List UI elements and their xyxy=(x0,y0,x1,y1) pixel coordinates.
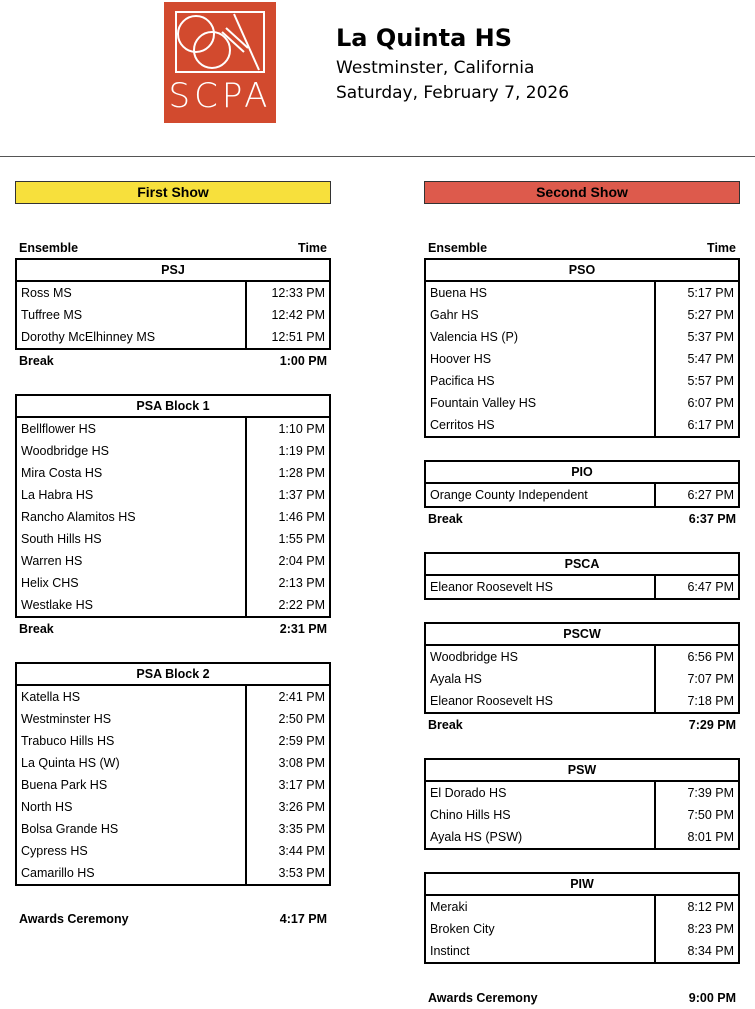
ensemble-name: Westminster HS xyxy=(17,708,247,730)
awards-label: Awards Ceremony xyxy=(428,991,538,1005)
category-name: PSA Block 1 xyxy=(17,396,329,418)
ensemble-name: Ayala HS (PSW) xyxy=(426,826,656,848)
break-time: 2:31 PM xyxy=(279,622,327,636)
table-row xyxy=(426,690,738,712)
performance-time: 8:01 PM xyxy=(687,830,734,844)
table-row xyxy=(17,550,329,572)
awards-time: 9:00 PM xyxy=(688,991,736,1005)
category-name: PSCA xyxy=(426,554,738,576)
performance-time: 1:55 PM xyxy=(278,532,325,546)
table-row xyxy=(17,484,329,506)
performance-time: 7:07 PM xyxy=(687,672,734,686)
ensemble-name: Dorothy McElhinney MS xyxy=(17,326,247,348)
table-row xyxy=(426,392,738,414)
performance-time: 1:37 PM xyxy=(278,488,325,502)
time-label: Time xyxy=(707,241,736,255)
table-row xyxy=(426,370,738,392)
time-label: Time xyxy=(298,241,327,255)
break-label: Break xyxy=(428,718,463,732)
ensemble-name: Trabuco Hills HS xyxy=(17,730,247,752)
performance-time: 6:56 PM xyxy=(687,650,734,664)
table-row xyxy=(17,796,329,818)
ensemble-name: Valencia HS (P) xyxy=(426,326,656,348)
performance-time: 1:10 PM xyxy=(278,422,325,436)
table-row xyxy=(17,462,329,484)
category-name: PIO xyxy=(426,462,738,484)
table-row xyxy=(426,348,738,370)
table-row xyxy=(426,782,738,804)
table-row xyxy=(426,940,738,962)
table-row xyxy=(17,440,329,462)
break-label: Break xyxy=(428,512,463,526)
category-name: PIW xyxy=(426,874,738,896)
performance-time: 2:04 PM xyxy=(278,554,325,568)
ensemble-name: Ross MS xyxy=(17,282,247,304)
column-headers xyxy=(15,237,331,259)
performance-time: 3:08 PM xyxy=(278,756,325,770)
performance-time: 7:18 PM xyxy=(687,694,734,708)
performance-time: 5:47 PM xyxy=(687,352,734,366)
ensemble-name: Helix CHS xyxy=(17,572,247,594)
table-row xyxy=(17,304,329,326)
table-row xyxy=(17,708,329,730)
performance-time: 12:51 PM xyxy=(271,330,325,344)
ensemble-name: Meraki xyxy=(426,896,656,918)
table-row xyxy=(17,594,329,616)
scpa-logo xyxy=(164,2,276,123)
break-row xyxy=(15,618,331,640)
ensemble-name: Eleanor Roosevelt HS xyxy=(426,576,656,598)
category-name: PSA Block 2 xyxy=(17,664,329,686)
performance-time: 5:27 PM xyxy=(687,308,734,322)
awards-row xyxy=(424,987,740,1009)
ensemble-name: Mira Costa HS xyxy=(17,462,247,484)
table-row xyxy=(426,484,738,506)
break-label: Break xyxy=(19,354,54,368)
awards-label: Awards Ceremony xyxy=(19,912,129,926)
category-table xyxy=(424,258,740,438)
ensemble-name: Cerritos HS xyxy=(426,414,656,436)
ensemble-name: Tuffree MS xyxy=(17,304,247,326)
table-row xyxy=(17,818,329,840)
ensemble-name: Warren HS xyxy=(17,550,247,572)
table-row xyxy=(17,686,329,708)
table-row xyxy=(17,282,329,304)
performance-time: 5:37 PM xyxy=(687,330,734,344)
category-table xyxy=(15,394,331,618)
ensemble-name: La Quinta HS (W) xyxy=(17,752,247,774)
table-row xyxy=(426,304,738,326)
ensemble-label: Ensemble xyxy=(19,241,79,255)
ensemble-name: Eleanor Roosevelt HS xyxy=(426,690,656,712)
table-row xyxy=(426,326,738,348)
performance-time: 2:41 PM xyxy=(278,690,325,704)
ensemble-name: Gahr HS xyxy=(426,304,656,326)
column-headers xyxy=(424,237,740,259)
table-row xyxy=(426,826,738,848)
table-row xyxy=(426,414,738,436)
ensemble-name: Katella HS xyxy=(17,686,247,708)
table-row xyxy=(17,752,329,774)
performance-time: 7:50 PM xyxy=(687,808,734,822)
break-row xyxy=(15,350,331,372)
ensemble-name: El Dorado HS xyxy=(426,782,656,804)
category-name: PSCW xyxy=(426,624,738,646)
ensemble-name: Woodbridge HS xyxy=(17,440,247,462)
ensemble-name: Hoover HS xyxy=(426,348,656,370)
ensemble-name: La Habra HS xyxy=(17,484,247,506)
divider xyxy=(0,156,755,157)
performance-time: 3:35 PM xyxy=(278,822,325,836)
category-table xyxy=(15,662,331,886)
performance-time: 8:12 PM xyxy=(687,900,734,914)
table-row xyxy=(426,668,738,690)
ensemble-name: South Hills HS xyxy=(17,528,247,550)
table-row xyxy=(17,572,329,594)
awards-time: 4:17 PM xyxy=(279,912,327,926)
logo-text: SCPA xyxy=(168,76,272,116)
table-row xyxy=(17,528,329,550)
performance-time: 7:39 PM xyxy=(687,786,734,800)
performance-time: 12:42 PM xyxy=(271,308,325,322)
ensemble-name: Bolsa Grande HS xyxy=(17,818,247,840)
table-row xyxy=(17,418,329,440)
performance-time: 6:07 PM xyxy=(687,396,734,410)
ensemble-name: Chino Hills HS xyxy=(426,804,656,826)
performance-time: 12:33 PM xyxy=(271,286,325,300)
table-row xyxy=(17,326,329,348)
performance-time: 5:57 PM xyxy=(687,374,734,388)
ensemble-name: Buena Park HS xyxy=(17,774,247,796)
break-row xyxy=(424,508,740,530)
ensemble-label: Ensemble xyxy=(428,241,488,255)
category-table xyxy=(15,258,331,350)
performance-time: 8:23 PM xyxy=(687,922,734,936)
category-table xyxy=(424,758,740,850)
category-table xyxy=(424,622,740,714)
performance-time: 3:17 PM xyxy=(278,778,325,792)
table-row xyxy=(426,918,738,940)
table-row xyxy=(17,774,329,796)
performance-time: 2:50 PM xyxy=(278,712,325,726)
performance-time: 3:26 PM xyxy=(278,800,325,814)
ensemble-name: Westlake HS xyxy=(17,594,247,616)
break-time: 6:37 PM xyxy=(688,512,736,526)
show-header: First Show xyxy=(15,181,331,204)
break-label: Break xyxy=(19,622,54,636)
second-show-column xyxy=(424,181,740,1009)
event-date: Saturday, February 7, 2026 xyxy=(336,83,570,103)
category-table xyxy=(424,872,740,964)
ensemble-name: Bellflower HS xyxy=(17,418,247,440)
table-row xyxy=(426,804,738,826)
performance-time: 2:13 PM xyxy=(278,576,325,590)
performance-time: 6:47 PM xyxy=(687,580,734,594)
category-name: PSO xyxy=(426,260,738,282)
location: Westminster, California xyxy=(336,58,535,78)
performance-time: 2:22 PM xyxy=(278,598,325,612)
ensemble-name: Cypress HS xyxy=(17,840,247,862)
ensemble-name: Woodbridge HS xyxy=(426,646,656,668)
performance-time: 1:28 PM xyxy=(278,466,325,480)
break-time: 1:00 PM xyxy=(279,354,327,368)
show-header: Second Show xyxy=(424,181,740,204)
ensemble-name: Orange County Independent xyxy=(426,484,656,506)
performance-time: 8:34 PM xyxy=(687,944,734,958)
break-row xyxy=(424,714,740,736)
ensemble-name: Camarillo HS xyxy=(17,862,247,884)
page-title: La Quinta HS xyxy=(336,24,513,52)
performance-time: 5:17 PM xyxy=(687,286,734,300)
table-row xyxy=(17,506,329,528)
first-show-column xyxy=(15,181,331,930)
ensemble-name: Broken City xyxy=(426,918,656,940)
performance-time: 3:44 PM xyxy=(278,844,325,858)
performance-time: 1:19 PM xyxy=(278,444,325,458)
ensemble-name: Pacifica HS xyxy=(426,370,656,392)
ensemble-name: Instinct xyxy=(426,940,656,962)
table-row xyxy=(426,576,738,598)
table-row xyxy=(426,896,738,918)
ensemble-name: North HS xyxy=(17,796,247,818)
performance-time: 1:46 PM xyxy=(278,510,325,524)
table-row xyxy=(426,646,738,668)
category-table xyxy=(424,552,740,600)
table-row xyxy=(17,840,329,862)
table-row xyxy=(426,282,738,304)
break-time: 7:29 PM xyxy=(688,718,736,732)
ensemble-name: Buena HS xyxy=(426,282,656,304)
performance-time: 6:27 PM xyxy=(687,488,734,502)
table-row xyxy=(17,862,329,884)
ensemble-name: Fountain Valley HS xyxy=(426,392,656,414)
performance-time: 2:59 PM xyxy=(278,734,325,748)
table-row xyxy=(17,730,329,752)
performance-time: 3:53 PM xyxy=(278,866,325,880)
awards-row xyxy=(15,908,331,930)
category-name: PSJ xyxy=(17,260,329,282)
ensemble-name: Ayala HS xyxy=(426,668,656,690)
performance-time: 6:17 PM xyxy=(687,418,734,432)
category-table xyxy=(424,460,740,508)
category-name: PSW xyxy=(426,760,738,782)
ensemble-name: Rancho Alamitos HS xyxy=(17,506,247,528)
